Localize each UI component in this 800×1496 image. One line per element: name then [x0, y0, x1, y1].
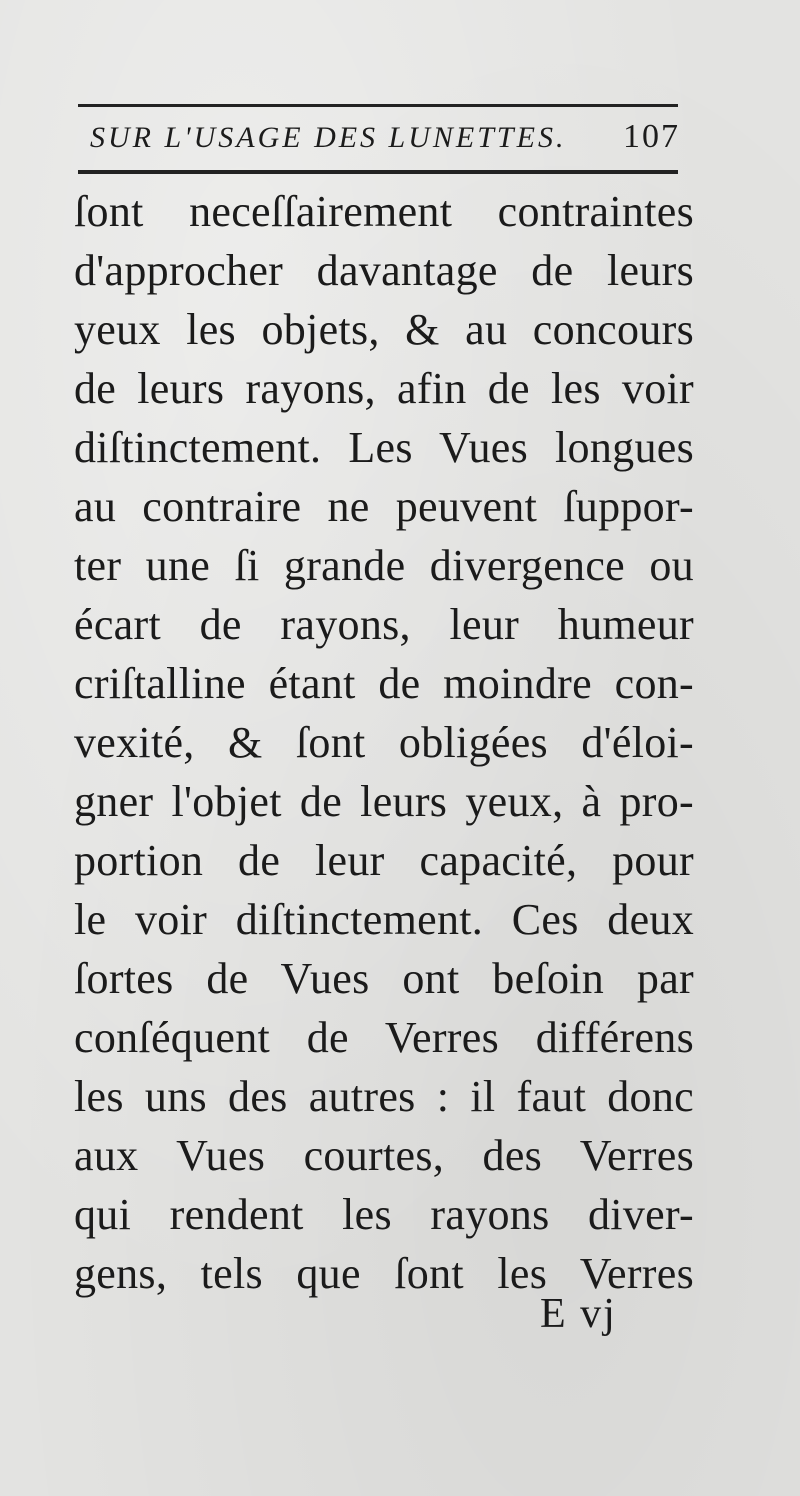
running-head — [90, 118, 680, 164]
text-line: de leurs rayons, afin de les voir — [74, 364, 694, 413]
text-line: ſortes de Vues ont beſoin par — [74, 954, 694, 1003]
text-line: portion de leur capacité, pour — [74, 836, 694, 885]
signature-mark: E vj — [540, 1291, 617, 1337]
running-title: SUR L'USAGE DES LUNETTES. — [90, 121, 567, 154]
text-line: écart de rayons, leur humeur — [74, 600, 694, 649]
text-line: le voir diſtinctement. Ces deux — [74, 895, 694, 944]
text-line: ſont neceſſairement contraintes — [74, 187, 694, 236]
text-line: yeux les objets, & au concours — [74, 305, 694, 354]
text-line: aux Vues courtes, des Verres — [74, 1131, 694, 1180]
text-line: vexité, & ſont obligées d'éloi- — [74, 718, 694, 767]
text-line: conſéquent de Verres différens — [74, 1013, 694, 1062]
text-line: gner l'objet de leurs yeux, à pro- — [74, 777, 694, 826]
text-line: d'approcher davantage de leurs — [74, 246, 694, 295]
text-line: criſtalline étant de moindre con- — [74, 659, 694, 708]
text-line: au contraire ne peuvent ſuppor- — [74, 482, 694, 531]
text-line: gens, tels que ſont les Verres — [74, 1249, 694, 1298]
body-text — [74, 182, 694, 1303]
header-bottom-rule — [78, 170, 678, 174]
header-top-rule — [78, 104, 678, 107]
text-line: les uns des autres : il faut donc — [74, 1072, 694, 1121]
text-line: qui rendent les rayons diver- — [74, 1190, 694, 1239]
text-line: ter une ſi grande divergence ou — [74, 541, 694, 590]
page-number: 107 — [623, 118, 680, 155]
text-line: diſtinctement. Les Vues longues — [74, 423, 694, 472]
